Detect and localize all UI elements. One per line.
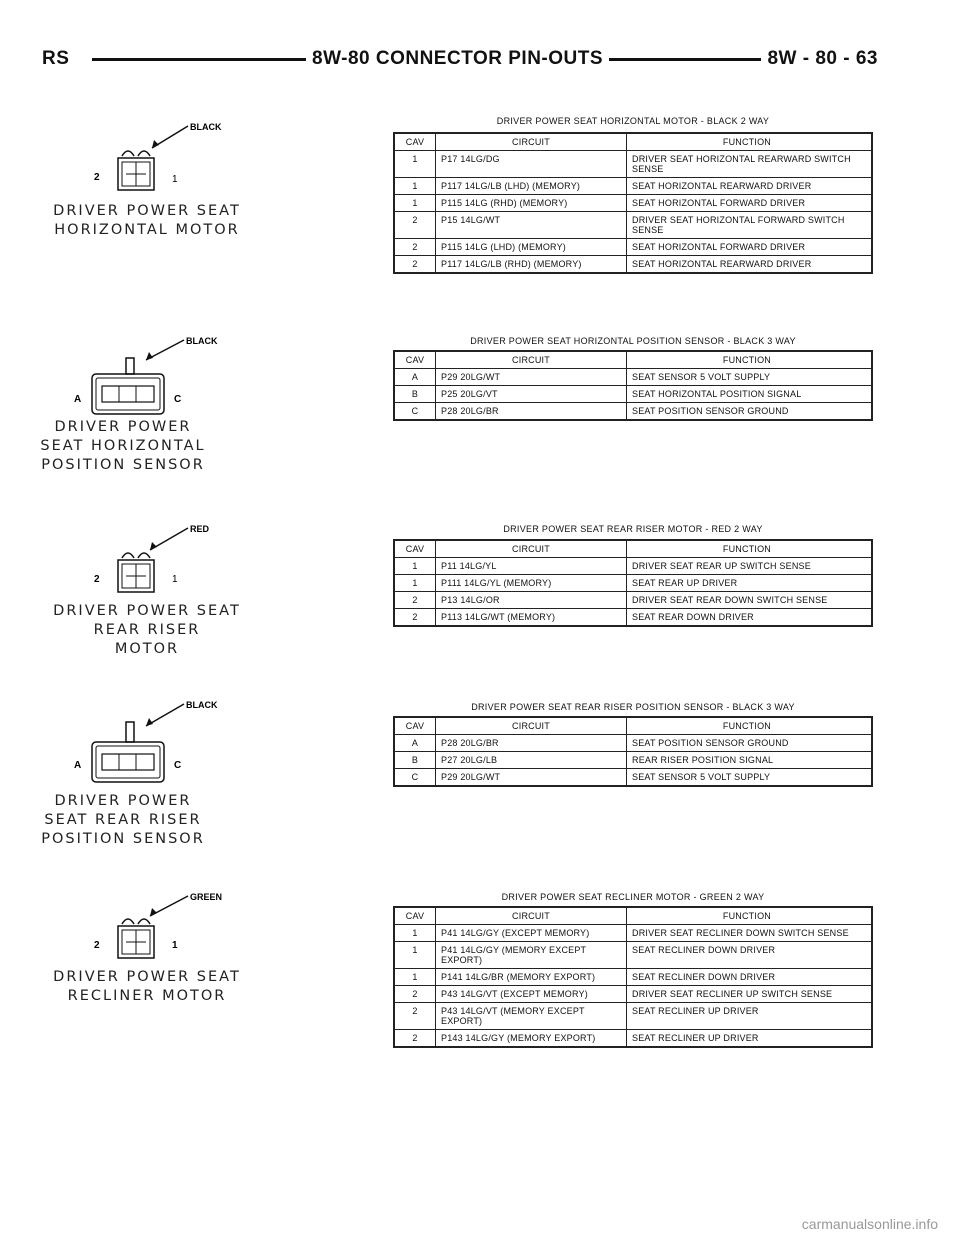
table-row: 1 P111 14LG/YL (MEMORY) SEAT REAR UP DRIVER — [394, 575, 872, 592]
connector-title: DRIVER POWER SEAT REAR RISER POSITION SENSOR - BLACK 3 WAY — [471, 702, 795, 712]
table-row: A P29 20LG/WT SEAT SENSOR 5 VOLT SUPPLY — [394, 369, 872, 386]
table-row: C P28 20LG/BR SEAT POSITION SENSOR GROUND — [394, 403, 872, 421]
svg-text:BLACK: BLACK — [186, 700, 218, 710]
svg-text:BLACK: BLACK — [190, 122, 222, 132]
connector-caption: DRIVER POWER SEAT RECLINER MOTOR — [53, 969, 241, 1004]
svg-text:2: 2 — [94, 172, 100, 183]
table-row: B P25 20LG/VT SEAT HORIZONTAL POSITION SIGNAL — [394, 386, 872, 403]
table-row: 1 P141 14LG/BR (MEMORY EXPORT) SEAT RECLINER DOWN DRIVER — [394, 969, 872, 986]
svg-text:1: 1 — [172, 574, 178, 585]
page-header — [42, 48, 878, 72]
table-row: 1 P115 14LG (RHD) (MEMORY) SEAT HORIZONTAL FORWARD DRIVER — [394, 195, 872, 212]
table-row: 2 P117 14LG/LB (RHD) (MEMORY) SEAT HORIZONTAL REARWARD DRIVER — [394, 256, 872, 274]
table-row: 1 P41 14LG/GY (MEMORY EXCEPT EXPORT) SEAT RECLINER DOWN DRIVER — [394, 942, 872, 969]
svg-text:C: C — [174, 394, 182, 405]
table-row: 1 P11 14LG/YL DRIVER SEAT REAR UP SWITCH SENSE — [394, 558, 872, 575]
svg-text:2: 2 — [94, 574, 100, 585]
table-header-row: CAV CIRCUIT FUNCTION — [394, 351, 872, 369]
three-way-connector-icon — [52, 698, 242, 786]
pinout-table — [393, 716, 873, 787]
svg-text:RED: RED — [190, 524, 210, 534]
connector-diagram — [52, 114, 242, 240]
svg-text:1: 1 — [172, 174, 178, 185]
connector-diagram — [40, 330, 242, 475]
table-row: 2 P43 14LG/VT (EXCEPT MEMORY) DRIVER SEAT RECLINER UP SWITCH SENSE — [394, 986, 872, 1003]
svg-text:A: A — [74, 394, 82, 405]
connector-diagram — [52, 888, 242, 1006]
table-header-row: CAV CIRCUIT FUNCTION — [394, 907, 872, 925]
header-page-number: 8W - 80 - 63 — [761, 48, 884, 70]
table-row: 1 P117 14LG/LB (LHD) (MEMORY) SEAT HORIZONTAL REARWARD DRIVER — [394, 178, 872, 195]
three-way-connector-icon — [52, 330, 242, 418]
svg-text:2: 2 — [94, 940, 100, 951]
connector-diagram — [41, 698, 242, 849]
table-row: C P29 20LG/WT SEAT SENSOR 5 VOLT SUPPLY — [394, 769, 872, 787]
table-row: 2 P13 14LG/OR DRIVER SEAT REAR DOWN SWITCH SENSE — [394, 592, 872, 609]
connector-diagram — [52, 520, 242, 659]
table-row: 2 P115 14LG (LHD) (MEMORY) SEAT HORIZONTAL FORWARD DRIVER — [394, 239, 872, 256]
watermark: carmanualsonline.info — [801, 1216, 938, 1232]
connector-caption: DRIVER POWER SEAT HORIZONTAL POSITION SENSOR — [40, 419, 206, 473]
two-way-connector-icon — [52, 888, 242, 966]
connector-caption: DRIVER POWER SEAT REAR RISER POSITION SENSOR — [41, 793, 205, 847]
connector-title: DRIVER POWER SEAT RECLINER MOTOR - GREEN 2 WAY — [501, 892, 765, 902]
connector-title: DRIVER POWER SEAT HORIZONTAL MOTOR - BLACK 2 WAY — [496, 116, 770, 126]
table-row: A P28 20LG/BR SEAT POSITION SENSOR GROUND — [394, 735, 872, 752]
table-header-row: CAV CIRCUIT FUNCTION — [394, 540, 872, 558]
connector-title: DRIVER POWER SEAT REAR RISER MOTOR - RED 2 WAY — [503, 524, 763, 534]
pinout-table — [393, 350, 873, 421]
table-row: 1 P17 14LG/DG DRIVER SEAT HORIZONTAL REARWARD SWITCH SENSE — [394, 151, 872, 178]
pinout-table — [393, 906, 873, 1048]
svg-text:A: A — [74, 760, 82, 771]
table-row: 2 P113 14LG/WT (MEMORY) SEAT REAR DOWN DRIVER — [394, 609, 872, 627]
pinout-table — [393, 132, 873, 274]
table-header-row: CAV CIRCUIT FUNCTION — [394, 133, 872, 151]
table-row: 2 P43 14LG/VT (MEMORY EXCEPT EXPORT) SEAT RECLINER UP DRIVER — [394, 1003, 872, 1030]
connector-caption: DRIVER POWER SEAT HORIZONTAL MOTOR — [53, 203, 241, 238]
two-way-connector-icon — [52, 520, 242, 600]
header-title: 8W-80 CONNECTOR PIN-OUTS — [306, 48, 609, 70]
table-row: 2 P143 14LG/GY (MEMORY EXPORT) SEAT RECLINER UP DRIVER — [394, 1030, 872, 1048]
pinout-table — [393, 539, 873, 627]
header-left: RS — [36, 48, 75, 70]
connector-caption: DRIVER POWER SEAT REAR RISER MOTOR — [53, 603, 241, 657]
header-rule-left — [92, 58, 342, 61]
connector-title: DRIVER POWER SEAT HORIZONTAL POSITION SENSOR - BLACK 3 WAY — [470, 336, 796, 346]
table-row: B P27 20LG/LB REAR RISER POSITION SIGNAL — [394, 752, 872, 769]
table-row: 2 P15 14LG/WT DRIVER SEAT HORIZONTAL FORWARD SWITCH SENSE — [394, 212, 872, 239]
table-header-row: CAV CIRCUIT FUNCTION — [394, 717, 872, 735]
svg-text:BLACK: BLACK — [186, 336, 218, 346]
svg-text:GREEN: GREEN — [190, 892, 223, 902]
two-way-connector-icon — [52, 114, 242, 202]
svg-text:1: 1 — [172, 940, 178, 951]
table-row: 1 P41 14LG/GY (EXCEPT MEMORY) DRIVER SEAT RECLINER DOWN SWITCH SENSE — [394, 925, 872, 942]
svg-text:C: C — [174, 760, 182, 771]
